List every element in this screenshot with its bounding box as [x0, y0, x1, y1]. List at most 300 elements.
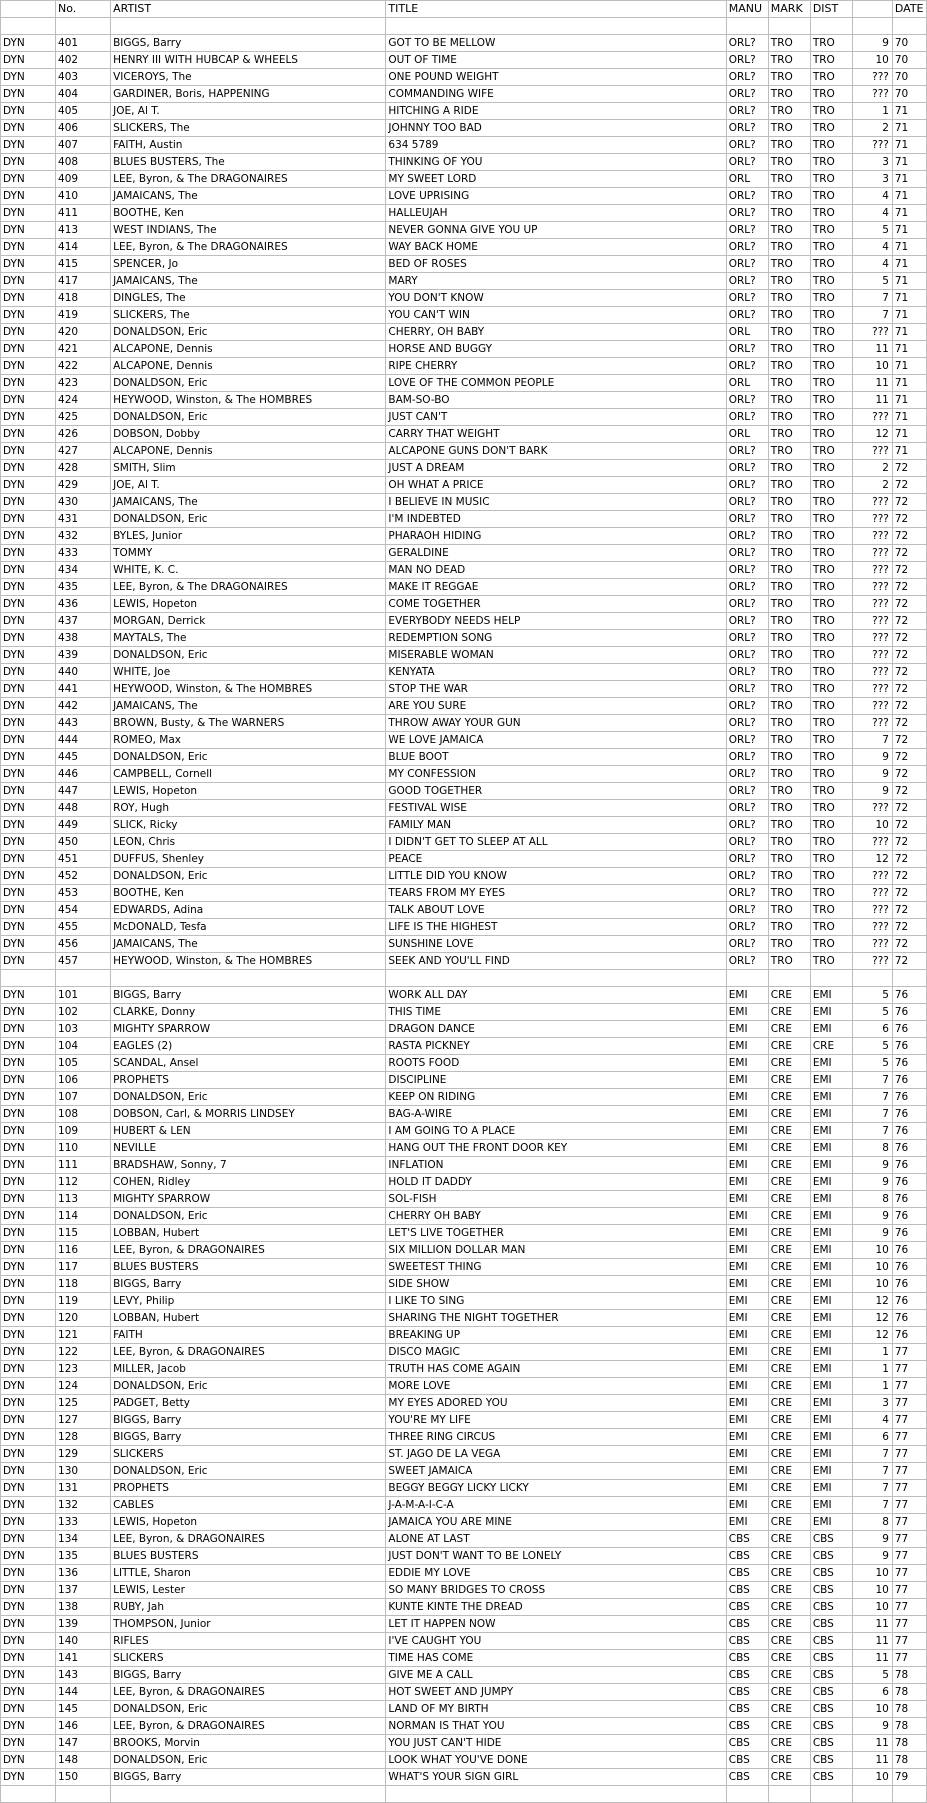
year-cell: 76	[892, 1055, 926, 1072]
month-cell: 12	[852, 1310, 892, 1327]
title-cell: PHARAOH HIDING	[386, 528, 726, 545]
mark-cell: CRE	[768, 1225, 810, 1242]
month-cell: ???	[852, 834, 892, 851]
label-cell: DYN	[1, 256, 56, 273]
number-cell: 427	[56, 443, 111, 460]
year-cell: 78	[892, 1752, 926, 1769]
label-cell: DYN	[1, 647, 56, 664]
number-cell: 127	[56, 1412, 111, 1429]
mark-cell: TRO	[768, 222, 810, 239]
dist-cell: TRO	[810, 664, 852, 681]
mark-cell: TRO	[768, 409, 810, 426]
label-cell: DYN	[1, 205, 56, 222]
manu-cell: EMI	[726, 1225, 768, 1242]
manu-cell: EMI	[726, 1378, 768, 1395]
title-cell: COMMANDING WIFE	[386, 86, 726, 103]
artist-cell: PROPHETS	[111, 1480, 386, 1497]
artist-cell: BROWN, Busty, & The WARNERS	[111, 715, 386, 732]
year-cell: 77	[892, 1531, 926, 1548]
dist-cell: EMI	[810, 1361, 852, 1378]
manu-cell	[726, 970, 768, 987]
dist-cell: EMI	[810, 1259, 852, 1276]
table-row	[1, 1310, 927, 1327]
month-cell: 8	[852, 1514, 892, 1531]
dist-cell: EMI	[810, 1310, 852, 1327]
mark-cell: CRE	[768, 1191, 810, 1208]
artist-cell: BLUES BUSTERS	[111, 1548, 386, 1565]
mark-cell: TRO	[768, 613, 810, 630]
table-row	[1, 222, 927, 239]
mark-cell: CRE	[768, 1429, 810, 1446]
dist-cell: TRO	[810, 817, 852, 834]
month-cell: ???	[852, 902, 892, 919]
label-cell: DYN	[1, 1599, 56, 1616]
month-cell	[852, 1786, 892, 1803]
mark-cell: TRO	[768, 868, 810, 885]
year-cell: 71	[892, 171, 926, 188]
artist-cell: JOE, Al T.	[111, 477, 386, 494]
mark-cell: TRO	[768, 426, 810, 443]
title-cell: ALCAPONE GUNS DON'T BARK	[386, 443, 726, 460]
label-cell: DYN	[1, 698, 56, 715]
dist-cell: TRO	[810, 375, 852, 392]
year-cell: 72	[892, 681, 926, 698]
manu-cell: EMI	[726, 1038, 768, 1055]
year-cell: 76	[892, 1106, 926, 1123]
artist-cell: SLICKERS, The	[111, 120, 386, 137]
manu-cell: CBS	[726, 1616, 768, 1633]
artist-cell: BOOTHE, Ken	[111, 205, 386, 222]
title-cell: TRUTH HAS COME AGAIN	[386, 1361, 726, 1378]
month-cell: ???	[852, 443, 892, 460]
number-cell: 146	[56, 1718, 111, 1735]
table-row	[1, 1514, 927, 1531]
artist-cell: DUFFUS, Shenley	[111, 851, 386, 868]
artist-cell: SMITH, Slim	[111, 460, 386, 477]
year-cell: 71	[892, 239, 926, 256]
label-cell: DYN	[1, 341, 56, 358]
number-cell: 442	[56, 698, 111, 715]
label-cell: DYN	[1, 1531, 56, 1548]
manu-cell: CBS	[726, 1684, 768, 1701]
manu-cell: ORL?	[726, 273, 768, 290]
dist-cell: TRO	[810, 290, 852, 307]
artist-cell: LEE, Byron, & DRAGONAIRES	[111, 1531, 386, 1548]
number-cell: 457	[56, 953, 111, 970]
year-cell: 77	[892, 1412, 926, 1429]
dist-cell: EMI	[810, 1395, 852, 1412]
label-cell: DYN	[1, 817, 56, 834]
label-cell: DYN	[1, 1208, 56, 1225]
manu-cell: ORL?	[726, 834, 768, 851]
year-cell: 76	[892, 1225, 926, 1242]
dist-cell: EMI	[810, 1446, 852, 1463]
manu-cell: CBS	[726, 1582, 768, 1599]
dist-cell: TRO	[810, 919, 852, 936]
artist-cell: WHITE, K. C.	[111, 562, 386, 579]
year-cell: 71	[892, 358, 926, 375]
month-cell: 6	[852, 1021, 892, 1038]
month-cell: 5	[852, 273, 892, 290]
label-cell: DYN	[1, 936, 56, 953]
year-cell: 77	[892, 1633, 926, 1650]
dist-cell: CBS	[810, 1633, 852, 1650]
year-cell: 71	[892, 205, 926, 222]
dist-cell: TRO	[810, 647, 852, 664]
number-cell: 109	[56, 1123, 111, 1140]
dist-cell: CBS	[810, 1769, 852, 1786]
month-cell: 2	[852, 477, 892, 494]
number-cell: 108	[56, 1106, 111, 1123]
table-row	[1, 1480, 927, 1497]
label-cell: DYN	[1, 749, 56, 766]
manu-cell: CBS	[726, 1667, 768, 1684]
dist-cell: EMI	[810, 1140, 852, 1157]
month-cell: ???	[852, 86, 892, 103]
year-cell: 78	[892, 1701, 926, 1718]
mark-cell: CRE	[768, 1667, 810, 1684]
title-cell: FESTIVAL WISE	[386, 800, 726, 817]
dist-cell: EMI	[810, 1429, 852, 1446]
manu-cell: ORL?	[726, 698, 768, 715]
dist-cell: EMI	[810, 1514, 852, 1531]
title-cell: BED OF ROSES	[386, 256, 726, 273]
number-cell: 433	[56, 545, 111, 562]
month-cell: ???	[852, 324, 892, 341]
year-cell: 72	[892, 902, 926, 919]
label-cell: DYN	[1, 1667, 56, 1684]
table-row	[1, 783, 927, 800]
year-cell: 71	[892, 307, 926, 324]
number-cell: 111	[56, 1157, 111, 1174]
month-cell: 7	[852, 290, 892, 307]
table-row	[1, 1650, 927, 1667]
artist-cell: ALCAPONE, Dennis	[111, 341, 386, 358]
year-cell: 76	[892, 1157, 926, 1174]
month-cell: ???	[852, 545, 892, 562]
number-cell: 110	[56, 1140, 111, 1157]
mark-cell: CRE	[768, 1242, 810, 1259]
title-cell: NEVER GONNA GIVE YOU UP	[386, 222, 726, 239]
artist-cell: JAMAICANS, The	[111, 188, 386, 205]
month-cell: ???	[852, 953, 892, 970]
table-row	[1, 698, 927, 715]
month-cell: 12	[852, 426, 892, 443]
year-cell: 72	[892, 460, 926, 477]
label-cell: DYN	[1, 1395, 56, 1412]
month-cell: 7	[852, 1123, 892, 1140]
artist-cell: HEYWOOD, Winston, & The HOMBRES	[111, 681, 386, 698]
title-cell: YOU CAN'T WIN	[386, 307, 726, 324]
month-cell: 4	[852, 205, 892, 222]
title-cell: TIME HAS COME	[386, 1650, 726, 1667]
title-cell: OUT OF TIME	[386, 52, 726, 69]
dist-cell: CBS	[810, 1650, 852, 1667]
table-row	[1, 1140, 927, 1157]
dist-cell: TRO	[810, 222, 852, 239]
title-cell: WE LOVE JAMAICA	[386, 732, 726, 749]
mark-cell: CRE	[768, 1004, 810, 1021]
number-cell: 105	[56, 1055, 111, 1072]
number-cell: 138	[56, 1599, 111, 1616]
label-cell: DYN	[1, 1548, 56, 1565]
title-cell: JAMAICA YOU ARE MINE	[386, 1514, 726, 1531]
mark-cell: TRO	[768, 35, 810, 52]
table-row	[1, 936, 927, 953]
number-cell: 420	[56, 324, 111, 341]
month-cell: ???	[852, 885, 892, 902]
manu-cell: CBS	[726, 1531, 768, 1548]
title-cell: MAKE IT REGGAE	[386, 579, 726, 596]
table-row	[1, 1752, 927, 1769]
label-cell: DYN	[1, 766, 56, 783]
year-cell: 76	[892, 1021, 926, 1038]
month-cell: ???	[852, 715, 892, 732]
number-cell: 124	[56, 1378, 111, 1395]
manu-cell: ORL?	[726, 341, 768, 358]
month-cell: 9	[852, 749, 892, 766]
dist-cell: CBS	[810, 1684, 852, 1701]
dist-cell: TRO	[810, 35, 852, 52]
number-cell: 103	[56, 1021, 111, 1038]
number-cell: 453	[56, 885, 111, 902]
title-cell: HANG OUT THE FRONT DOOR KEY	[386, 1140, 726, 1157]
number-cell: 423	[56, 375, 111, 392]
mark-cell: CRE	[768, 1752, 810, 1769]
manu-cell: ORL?	[726, 120, 768, 137]
title-cell: LET'S LIVE TOGETHER	[386, 1225, 726, 1242]
number-cell: 403	[56, 69, 111, 86]
table-row	[1, 273, 927, 290]
number-cell: 419	[56, 307, 111, 324]
table-row	[1, 1633, 927, 1650]
month-cell: 7	[852, 307, 892, 324]
label-cell: DYN	[1, 1718, 56, 1735]
mark-cell: CRE	[768, 1599, 810, 1616]
month-cell: 10	[852, 817, 892, 834]
label-cell: DYN	[1, 1514, 56, 1531]
artist-cell: JOE, Al T.	[111, 103, 386, 120]
label-cell: DYN	[1, 239, 56, 256]
table-row	[1, 188, 927, 205]
year-cell: 72	[892, 919, 926, 936]
year-cell: 72	[892, 953, 926, 970]
year-cell: 72	[892, 477, 926, 494]
artist-cell: DONALDSON, Eric	[111, 1089, 386, 1106]
year-cell: 71	[892, 154, 926, 171]
number-cell: 402	[56, 52, 111, 69]
header-row	[1, 1, 927, 18]
label-cell: DYN	[1, 307, 56, 324]
year-cell: 71	[892, 222, 926, 239]
year-cell: 71	[892, 188, 926, 205]
label-cell: DYN	[1, 545, 56, 562]
table-row	[1, 443, 927, 460]
manu-cell: ORL?	[726, 749, 768, 766]
dist-cell	[810, 18, 852, 35]
manu-cell: ORL?	[726, 103, 768, 120]
manu-cell: ORL?	[726, 613, 768, 630]
table-row	[1, 953, 927, 970]
table-row	[1, 834, 927, 851]
label-cell: DYN	[1, 1378, 56, 1395]
title-cell: CHERRY OH BABY	[386, 1208, 726, 1225]
dist-cell: TRO	[810, 766, 852, 783]
artist-cell: DONALDSON, Eric	[111, 749, 386, 766]
manu-cell: ORL?	[726, 800, 768, 817]
dist-cell: CBS	[810, 1531, 852, 1548]
mark-cell	[768, 18, 810, 35]
label-cell: DYN	[1, 1752, 56, 1769]
manu-cell: ORL?	[726, 630, 768, 647]
table-row	[1, 664, 927, 681]
dist-cell: TRO	[810, 52, 852, 69]
mark-cell: TRO	[768, 545, 810, 562]
manu-cell: ORL	[726, 324, 768, 341]
month-cell: 9	[852, 1225, 892, 1242]
table-row	[1, 1038, 927, 1055]
table-row	[1, 477, 927, 494]
artist-cell: SLICK, Ricky	[111, 817, 386, 834]
manu-cell: CBS	[726, 1548, 768, 1565]
table-row	[1, 1531, 927, 1548]
month-cell: 2	[852, 460, 892, 477]
number-cell: 418	[56, 290, 111, 307]
table-row	[1, 69, 927, 86]
month-cell: 7	[852, 1446, 892, 1463]
year-cell: 71	[892, 443, 926, 460]
label-cell: DYN	[1, 409, 56, 426]
month-cell: 7	[852, 732, 892, 749]
title-cell: INFLATION	[386, 1157, 726, 1174]
mark-cell: TRO	[768, 477, 810, 494]
label-cell: DYN	[1, 715, 56, 732]
artist-cell: DOBSON, Dobby	[111, 426, 386, 443]
mark-cell: TRO	[768, 681, 810, 698]
table-row	[1, 1548, 927, 1565]
table-row	[1, 919, 927, 936]
year-cell: 77	[892, 1548, 926, 1565]
title-cell: KEEP ON RIDING	[386, 1089, 726, 1106]
artist-cell: LEE, Byron, & DRAGONAIRES	[111, 1344, 386, 1361]
number-cell: 428	[56, 460, 111, 477]
title-cell: COME TOGETHER	[386, 596, 726, 613]
label-cell: DYN	[1, 1497, 56, 1514]
artist-cell: BIGGS, Barry	[111, 1276, 386, 1293]
manu-cell: EMI	[726, 1480, 768, 1497]
artist-cell: JAMAICANS, The	[111, 494, 386, 511]
month-cell: 5	[852, 1004, 892, 1021]
year-cell	[892, 970, 926, 987]
title-cell: MY EYES ADORED YOU	[386, 1395, 726, 1412]
manu-cell: EMI	[726, 1123, 768, 1140]
artist-cell: BYLES, Junior	[111, 528, 386, 545]
title-cell: HALLEUJAH	[386, 205, 726, 222]
number-cell: 148	[56, 1752, 111, 1769]
mark-cell: TRO	[768, 341, 810, 358]
year-cell: 76	[892, 1208, 926, 1225]
number-cell: 117	[56, 1259, 111, 1276]
dist-cell: TRO	[810, 613, 852, 630]
table-row	[1, 732, 927, 749]
year-cell: 76	[892, 1004, 926, 1021]
header-label-col	[1, 1, 56, 18]
title-cell: STOP THE WAR	[386, 681, 726, 698]
manu-cell: ORL?	[726, 239, 768, 256]
year-cell: 72	[892, 647, 926, 664]
artist-cell: LEVY, Philip	[111, 1293, 386, 1310]
mark-cell: TRO	[768, 766, 810, 783]
number-cell: 431	[56, 511, 111, 528]
artist-cell: NEVILLE	[111, 1140, 386, 1157]
manu-cell: EMI	[726, 1276, 768, 1293]
number-cell: 135	[56, 1548, 111, 1565]
manu-cell: ORL?	[726, 783, 768, 800]
label-cell: DYN	[1, 681, 56, 698]
dist-cell: TRO	[810, 324, 852, 341]
month-cell: ???	[852, 630, 892, 647]
year-cell: 77	[892, 1344, 926, 1361]
mark-cell: TRO	[768, 307, 810, 324]
year-cell: 72	[892, 698, 926, 715]
artist-cell: SLICKERS, The	[111, 307, 386, 324]
month-cell: 10	[852, 1565, 892, 1582]
dist-cell: TRO	[810, 69, 852, 86]
month-cell: 11	[852, 1752, 892, 1769]
month-cell: 12	[852, 1293, 892, 1310]
year-cell: 76	[892, 1072, 926, 1089]
table-row	[1, 1412, 927, 1429]
mark-cell: TRO	[768, 120, 810, 137]
label-cell: DYN	[1, 1055, 56, 1072]
title-cell: BEGGY BEGGY LICKY LICKY	[386, 1480, 726, 1497]
artist-cell: LEE, Byron, & The DRAGONAIRES	[111, 579, 386, 596]
artist-cell: FAITH, Austin	[111, 137, 386, 154]
table-row	[1, 409, 927, 426]
year-cell: 78	[892, 1718, 926, 1735]
table-row	[1, 800, 927, 817]
label-cell: DYN	[1, 1429, 56, 1446]
header-date: DATE	[892, 1, 926, 18]
mark-cell: CRE	[768, 1565, 810, 1582]
table-row	[1, 579, 927, 596]
month-cell: 12	[852, 1327, 892, 1344]
label-cell: DYN	[1, 1242, 56, 1259]
dist-cell: TRO	[810, 885, 852, 902]
title-cell: I BELIEVE IN MUSIC	[386, 494, 726, 511]
table-row	[1, 511, 927, 528]
manu-cell: EMI	[726, 1412, 768, 1429]
dist-cell: EMI	[810, 1004, 852, 1021]
artist-cell: MILLER, Jacob	[111, 1361, 386, 1378]
manu-cell: ORL?	[726, 188, 768, 205]
mark-cell: CRE	[768, 1174, 810, 1191]
artist-cell: DONALDSON, Eric	[111, 409, 386, 426]
month-cell: 7	[852, 1072, 892, 1089]
label-cell: DYN	[1, 69, 56, 86]
label-cell: DYN	[1, 1089, 56, 1106]
manu-cell: ORL	[726, 171, 768, 188]
month-cell: 7	[852, 1497, 892, 1514]
number-cell: 107	[56, 1089, 111, 1106]
artist-cell: BIGGS, Barry	[111, 1429, 386, 1446]
manu-cell: ORL?	[726, 86, 768, 103]
table-row	[1, 120, 927, 137]
header-number: No.	[56, 1, 111, 18]
number-cell: 414	[56, 239, 111, 256]
artist-cell: DONALDSON, Eric	[111, 1463, 386, 1480]
label-cell: DYN	[1, 273, 56, 290]
